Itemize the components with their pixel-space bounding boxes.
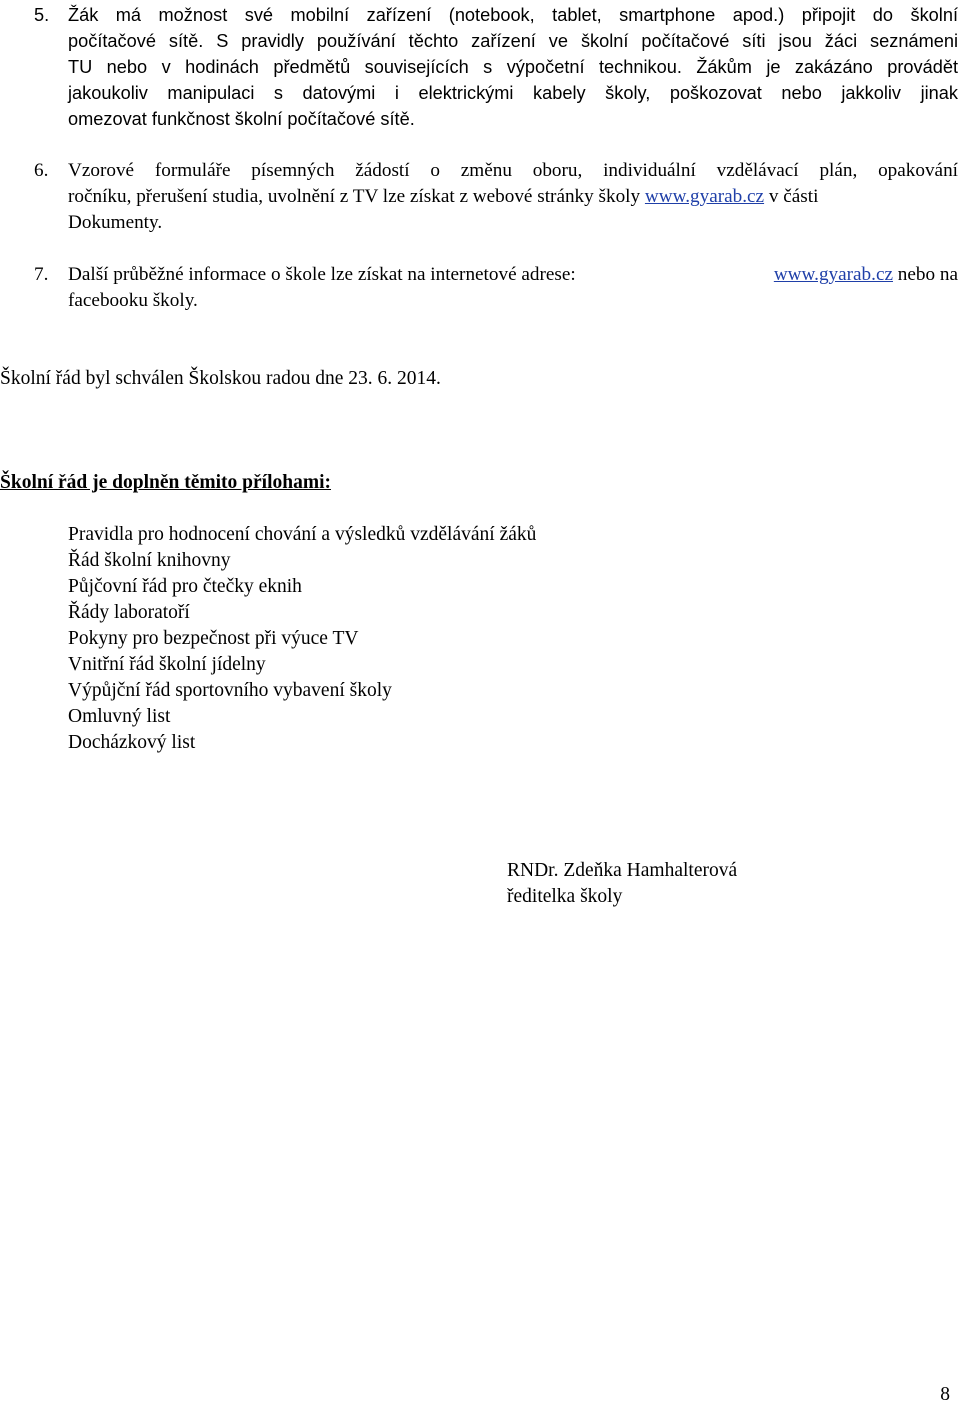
attachment-item: Docházkový list	[68, 732, 196, 753]
text-line: TU nebo v hodinách předmětů souvisejících s výpočetní technikou. Žákům je zakázáno provádět	[68, 57, 958, 77]
page-number: 8	[940, 1384, 950, 1405]
text-segment: v části	[764, 186, 819, 207]
item-text	[68, 262, 958, 314]
signatory-role: ředitelka školy	[507, 886, 623, 907]
text-line	[68, 262, 958, 288]
list-item-6	[34, 158, 958, 236]
attachment-item: Vnitřní řád školní jídelny	[68, 654, 266, 675]
list-item-5	[34, 2, 958, 132]
attachment-item: Pokyny pro bezpečnost při výuce TV	[68, 628, 359, 649]
item-number: 5.	[34, 5, 50, 25]
signatory-name: RNDr. Zdeňka Hamhalterová	[507, 860, 738, 881]
attachments-list	[68, 522, 536, 756]
item-number: 6.	[34, 160, 49, 181]
text-line: Vzorové formuláře písemných žádostí o změnu oboru, individuální vzdělávací plán, opakování	[68, 160, 958, 181]
attachment-item: Řád školní knihovny	[68, 550, 231, 571]
approval-statement: Školní řád byl schválen Školskou radou dne 23. 6. 2014.	[0, 368, 441, 389]
text-line: omezovat funkčnost školní počítačové sítě.	[68, 109, 415, 129]
text-line: Dokumenty.	[68, 212, 163, 233]
website-link[interactable]: www.gyarab.cz	[644, 186, 765, 207]
text-line	[68, 184, 958, 210]
item-number: 7.	[34, 264, 49, 285]
attachment-item: Výpůjční řád sportovního vybavení školy	[68, 680, 392, 701]
item-text	[68, 158, 958, 236]
text-line: počítačové sítě. S pravidly používání těchto zařízení ve školní počítačové síti jsou žáci seznámeni	[68, 31, 958, 51]
text-line: Žák má možnost své mobilní zařízení (notebook, tablet, smartphone apod.) připojit do školní	[68, 5, 958, 25]
text-line: facebooku školy.	[68, 290, 198, 311]
list-item-7	[34, 262, 958, 314]
text-segment: Další průběžné informace o škole lze získat na internetové adrese:	[68, 264, 581, 285]
attachments-heading: Školní řád je doplněn těmito přílohami:	[0, 472, 331, 493]
attachment-item: Omluvný list	[68, 706, 171, 727]
text-segment: nebo na	[892, 264, 958, 285]
text-line: jakoukoliv manipulaci s datovými i elektrickými kabely školy, poškozovat nebo jakkoliv jinak	[68, 83, 958, 103]
item-text	[68, 2, 958, 132]
website-link[interactable]: www.gyarab.cz	[773, 264, 893, 285]
attachment-item: Pravidla pro hodnocení chování a výsledků vzdělávání žáků	[68, 524, 537, 545]
text-segment: ročníku, přerušení studia, uvolnění z TV lze získat z webové stránky školy	[68, 186, 645, 207]
signature-block	[507, 858, 737, 910]
attachment-item: Půjčovní řád pro čtečky eknih	[68, 576, 302, 597]
attachment-item: Řády laboratoří	[68, 602, 190, 623]
